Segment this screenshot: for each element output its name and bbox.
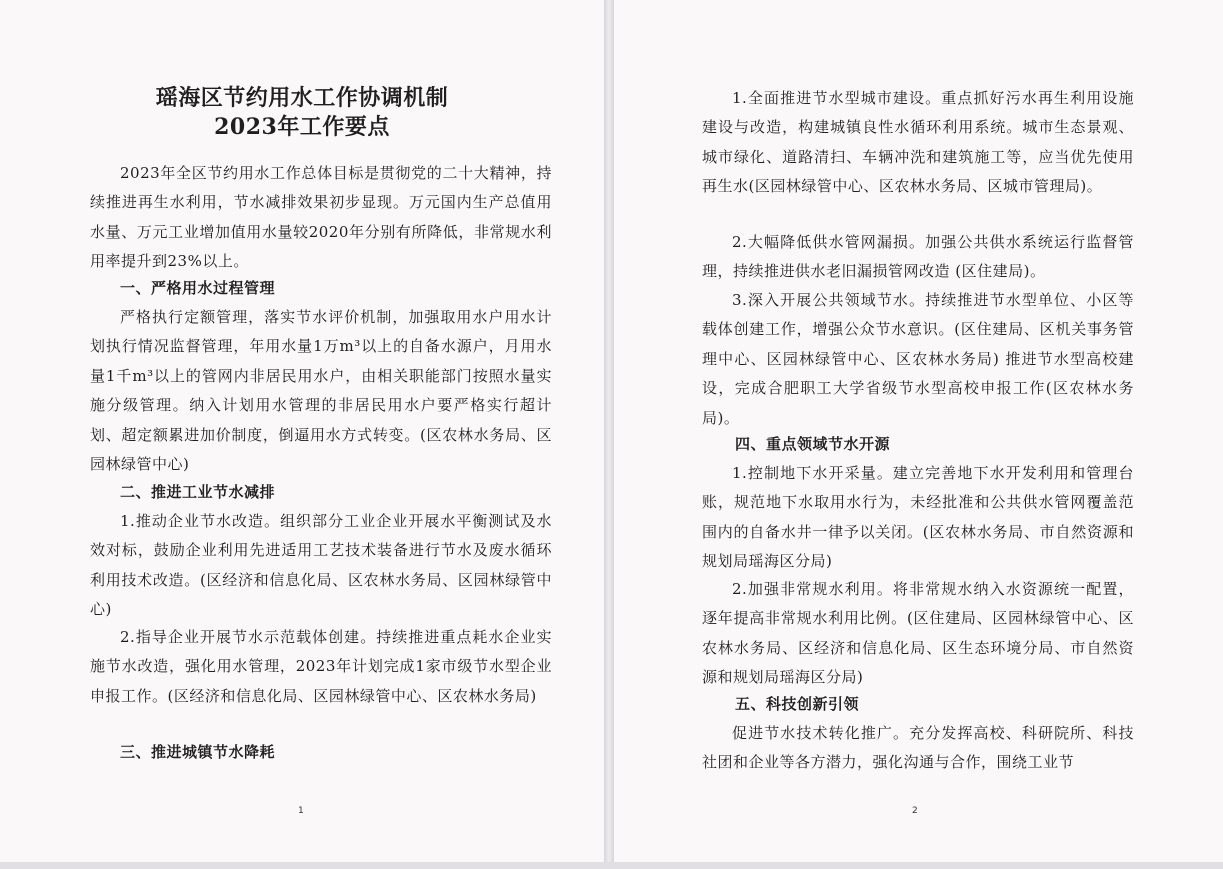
section-heading-4: 四、重点领域节水开源 xyxy=(735,435,891,453)
section-3-item-2: 2.大幅降低供水管网漏损。加强公共供水系统运行监督管理，持续推进供水老旧漏损管网改造 (区住建局)。 xyxy=(702,233,1134,281)
intro-paragraph: 2023年全区节约用水工作总体目标是贯彻党的二十大精神，持续推进再生水利用，节水减排效果初步显现。万元国内生产总值用水量、万元工业增加值用水量较2020年分别有所降低，非常规水利用率提升到23%以上。 xyxy=(90,164,552,271)
section-2-item-1: 1.推动企业节水改造。组织部分工业企业开展水平衡测试及水效对标，鼓励企业利用先进适用工艺技术装备进行节水及废水循环利用技术改造。(区经济和信息化局、区农林水务局、区园林绿管中心) xyxy=(90,512,552,619)
section-heading-5: 五、科技创新引领 xyxy=(735,695,860,713)
section-heading-1: 一、严格用水过程管理 xyxy=(120,279,276,297)
page-number-1: 1 xyxy=(298,806,304,816)
section-4-item-1: 1.控制地下水开采量。建立完善地下水开发利用和管理台账，规范地下水取用水行为，未经批准和公共供水管网覆盖范围内的自备水井一律予以关闭。(区农林水务局、市自然资源和规划局瑶海区分局) xyxy=(702,464,1134,571)
section-1-paragraph: 严格执行定额管理，落实节水评价机制，加强取用水户用水计划执行情况监督管理，年用水量1万m³以上的自备水源户，月用水量1千m³以上的管网内非居民用水户，由相关职能部门按照水量实施分级管理。纳入计划用水管理的非居民用水户要严格实行超计划、超定额累进加价制度，倒逼用水方式转变。(区农林水务局、区园林绿管中心) xyxy=(90,308,552,474)
document-title: 瑶海区节约用水工作协调机制 xyxy=(155,85,449,111)
section-heading-3: 三、推进城镇节水降耗 xyxy=(120,743,276,761)
page-gutter xyxy=(604,0,614,869)
section-heading-2: 二、推进工业节水减排 xyxy=(120,483,276,501)
section-3-item-1: 1.全面推进节水型城市建设。重点抓好污水再生利用设施建设与改造，构建城镇良性水循环利用系统。城市生态景观、城市绿化、道路清扫、车辆冲洗和建筑施工等，应当优先使用再生水(区园林绿管中心、区农林水务局、区城市管理局)。 xyxy=(702,89,1134,196)
bottom-edge xyxy=(0,862,1223,869)
page-number-2: 2 xyxy=(912,806,918,816)
section-5-paragraph: 促进节水技术转化推广。充分发挥高校、科研院所、科技社团和企业等各方潜力，强化沟通与合作，围绕工业节 xyxy=(702,724,1134,772)
section-3-item-3: 3.深入开展公共领域节水。持续推进节水型单位、小区等载体创建工作，增强公众节水意识。(区住建局、区机关事务管理中心、区园林绿管中心、区农林水务局) 推进节水型高校建设，完成合肥职工大学省级节水型高校申报工作(区农林水务局)。 xyxy=(702,291,1134,427)
section-2-item-2: 2.指导企业开展节水示范载体创建。持续推进重点耗水企业实施节水改造，强化用水管理，2023年计划完成1家市级节水型企业申报工作。(区经济和信息化局、区园林绿管中心、区农林水务局) xyxy=(90,628,552,705)
document-subtitle: 2023年工作要点 xyxy=(214,114,390,140)
section-4-item-2: 2.加强非常规水利用。将非常规水纳入水资源统一配置，逐年提高非常规水利用比例。(区住建局、区园林绿管中心、区农林水务局、区经济和信息化局、区生态环境分局、市自然资源和规划局瑶海区分局) xyxy=(702,580,1134,687)
